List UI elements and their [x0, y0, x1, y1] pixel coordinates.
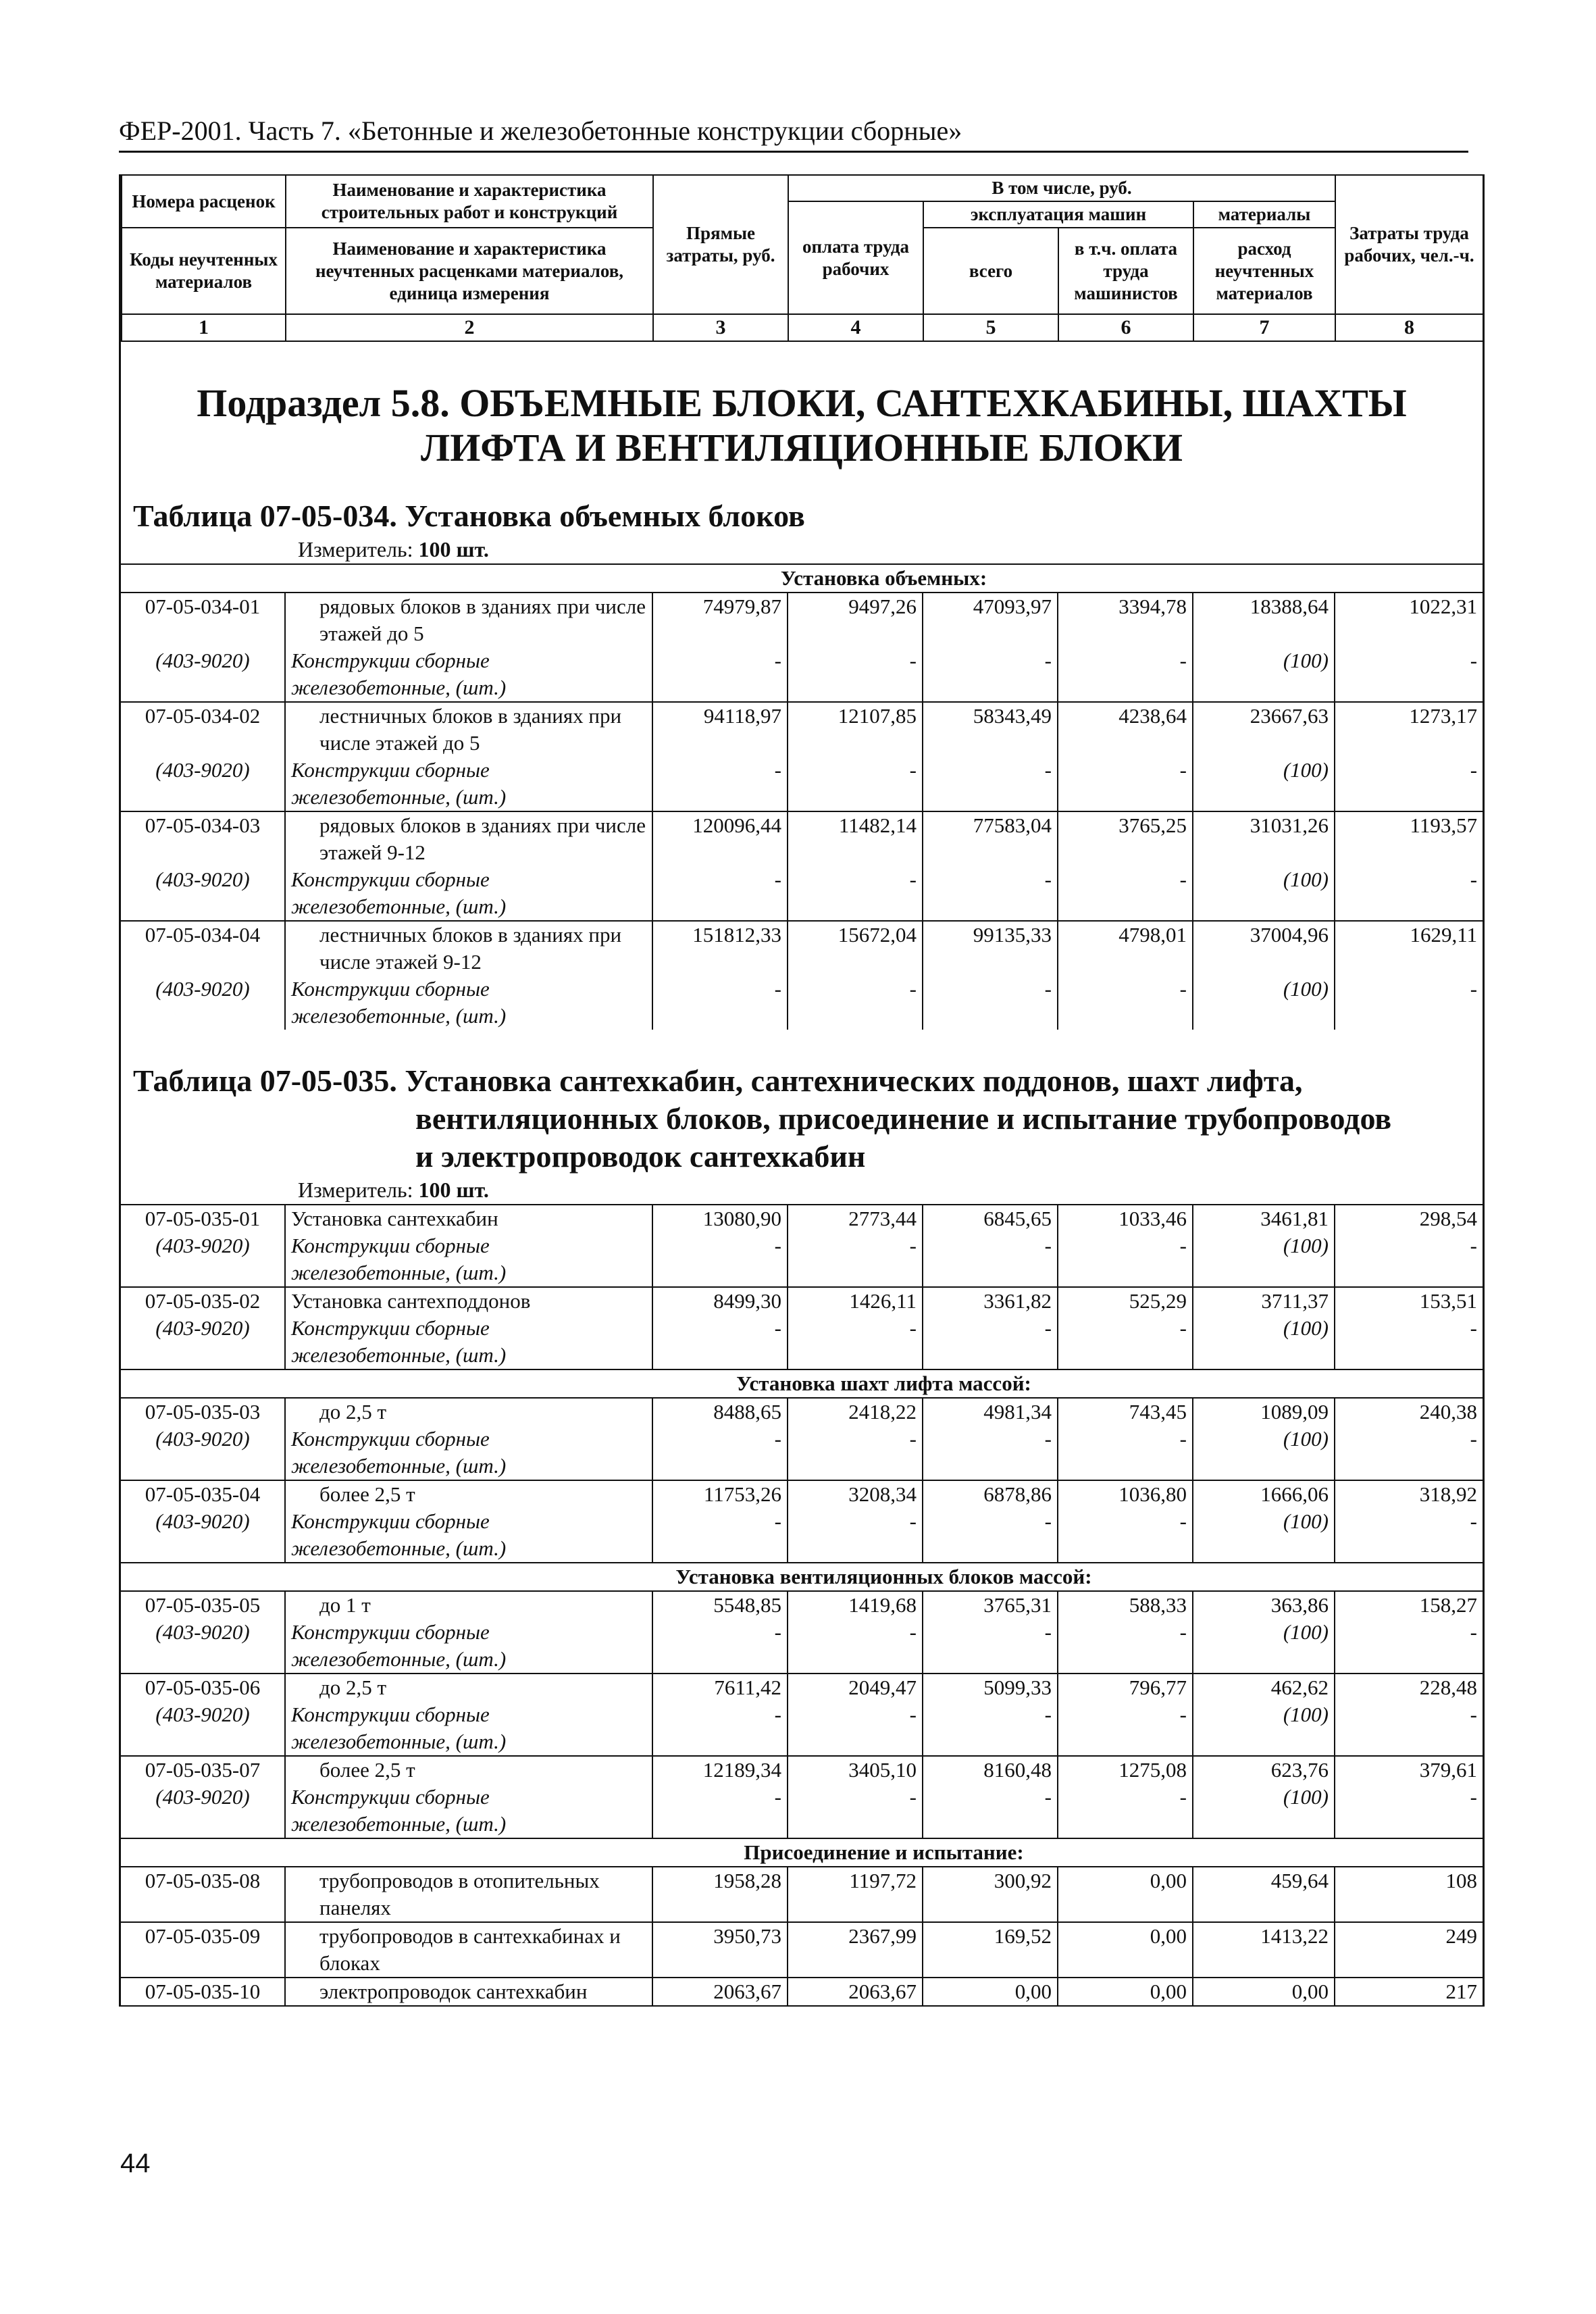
rate-value: 1193,57	[1335, 811, 1483, 866]
table-35-meter	[121, 1176, 1483, 1204]
material-value: -	[1470, 1785, 1477, 1809]
rate-value: 318,92	[1335, 1480, 1483, 1508]
material-name: Конструкции сборные железобетонные, (шт.)	[285, 976, 652, 1030]
material-row	[121, 1426, 1483, 1480]
running-header: ФЕР-2001. Часть 7. «Бетонные и железобетонные конструкции сборные»	[119, 115, 1468, 153]
material-code: (403-9020)	[121, 1315, 285, 1369]
rate-name: рядовых блоков в зданиях при числе этажей 9-12	[285, 811, 652, 866]
material-code: (403-9020)	[121, 1426, 285, 1480]
rate-value: 796,77	[1058, 1674, 1193, 1701]
rate-value: 1273,17	[1335, 702, 1483, 757]
material-row	[121, 1508, 1483, 1563]
rate-row	[121, 1922, 1483, 1978]
col-header-machines: эксплуатация машин	[923, 201, 1193, 228]
material-value: -	[788, 1232, 923, 1287]
subheader-spacer	[121, 1838, 285, 1867]
rate-value: 7611,42	[652, 1674, 788, 1701]
rate-code: 07-05-035-01	[121, 1205, 285, 1232]
col-header-material-codes: Коды неучтенных материалов	[122, 228, 286, 314]
rate-name: до 2,5 т	[285, 1674, 652, 1701]
rate-value: 743,45	[1058, 1398, 1193, 1426]
rate-name: лестничных блоков в зданиях при числе этажей 9-12	[285, 921, 652, 976]
col-number: 6	[1058, 314, 1193, 341]
material-name: Конструкции сборные железобетонные, (шт.)	[285, 1508, 652, 1563]
rate-value: 0,00	[1193, 1978, 1335, 2006]
material-value: -	[923, 757, 1058, 811]
rate-value: 3950,73	[652, 1922, 788, 1978]
table-34-grid	[121, 563, 1483, 1030]
rate-value: 459,64	[1193, 1867, 1335, 1922]
rate-row	[121, 1287, 1483, 1315]
subheader-label: Присоединение и испытание:	[285, 1838, 1483, 1867]
rate-value: 23667,63	[1193, 702, 1335, 757]
rate-value: 3711,37	[1193, 1287, 1335, 1315]
col-number: 8	[1335, 314, 1483, 341]
rate-value: 4798,01	[1058, 921, 1193, 976]
subheader-row	[121, 564, 1483, 593]
material-value: -	[1058, 757, 1193, 811]
material-value: -	[788, 757, 923, 811]
material-code: (403-9020)	[121, 647, 285, 702]
column-header-table	[121, 174, 1484, 342]
material-value: -	[1470, 1234, 1477, 1257]
material-value: -	[1058, 1701, 1193, 1756]
rate-value: 18388,64	[1193, 593, 1335, 647]
table-35-title-line2: вентиляционных блоков, присоединение и испытание трубопроводов	[415, 1101, 1392, 1136]
rate-value: 525,29	[1058, 1287, 1193, 1315]
rate-code: 07-05-034-01	[121, 593, 285, 647]
document-sheet	[119, 174, 1485, 2007]
rate-value: 2063,67	[652, 1978, 788, 2006]
rate-row	[121, 593, 1483, 647]
rate-value: 379,61	[1335, 1756, 1483, 1784]
material-value: -	[1058, 1315, 1193, 1369]
material-value: -	[1470, 1427, 1477, 1451]
subheader-row	[121, 1838, 1483, 1867]
rate-value: 1197,72	[788, 1867, 923, 1922]
material-value: (100)	[1193, 976, 1335, 1030]
rate-row	[121, 1756, 1483, 1784]
rate-value: 588,33	[1058, 1591, 1193, 1619]
rate-value: 0,00	[923, 1978, 1058, 2006]
material-value: -	[1470, 1703, 1477, 1726]
rate-value: 3208,34	[788, 1480, 923, 1508]
material-value: -	[923, 1315, 1058, 1369]
material-value: -	[788, 1619, 923, 1674]
rate-value: 3405,10	[788, 1756, 923, 1784]
rate-value: 3361,82	[923, 1287, 1058, 1315]
material-row	[121, 1232, 1483, 1287]
rate-code: 07-05-034-04	[121, 921, 285, 976]
rate-name: рядовых блоков в зданиях при числе этажей до 5	[285, 593, 652, 647]
material-row	[121, 866, 1483, 921]
rate-value: 217	[1335, 1978, 1483, 2006]
rate-code: 07-05-034-02	[121, 702, 285, 757]
material-value: -	[1470, 1316, 1477, 1340]
meter-value: 100 шт.	[418, 537, 489, 561]
col-header-wages: оплата труда рабочих	[788, 201, 923, 314]
col-header-unaccounted-materials: расход неучтенных материалов	[1193, 228, 1335, 314]
rate-value: 8499,30	[652, 1287, 788, 1315]
rate-value: 169,52	[923, 1922, 1058, 1978]
rate-value: 363,86	[1193, 1591, 1335, 1619]
rate-value: 462,62	[1193, 1674, 1335, 1701]
rate-row	[121, 1674, 1483, 1701]
material-value: (100)	[1193, 1701, 1335, 1756]
rate-code: 07-05-035-03	[121, 1398, 285, 1426]
subheader-spacer	[121, 564, 285, 593]
material-value: -	[652, 1784, 788, 1838]
rate-name: Установка сантехкабин	[285, 1205, 652, 1232]
material-row	[121, 1701, 1483, 1756]
rate-value: 3765,31	[923, 1591, 1058, 1619]
material-value: -	[788, 647, 923, 702]
material-row	[121, 757, 1483, 811]
col-number: 1	[122, 314, 286, 341]
rate-value: 13080,90	[652, 1205, 788, 1232]
subheader-label: Установка объемных:	[285, 564, 1483, 593]
rate-code: 07-05-035-07	[121, 1756, 285, 1784]
rate-value: 2367,99	[788, 1922, 923, 1978]
rate-code: 07-05-035-08	[121, 1867, 285, 1922]
subheader-row	[121, 1563, 1483, 1591]
material-name: Конструкции сборные железобетонные, (шт.)	[285, 1701, 652, 1756]
section-title: Подраздел 5.8. ОБЪЕМНЫЕ БЛОКИ, САНТЕХКАБИНЫ, ШАХТЫ ЛИФТА И ВЕНТИЛЯЦИОННЫЕ БЛОКИ	[197, 381, 1407, 470]
rate-value: 1036,80	[1058, 1480, 1193, 1508]
material-value: (100)	[1193, 1619, 1335, 1674]
material-row	[121, 976, 1483, 1030]
material-value: -	[652, 647, 788, 702]
col-header-machines-total: всего	[923, 228, 1058, 314]
rate-value: 298,54	[1335, 1205, 1483, 1232]
material-value: -	[1470, 1620, 1477, 1644]
material-code: (403-9020)	[121, 1619, 285, 1674]
rate-value: 0,00	[1058, 1867, 1193, 1922]
rate-value: 31031,26	[1193, 811, 1335, 866]
rate-value: 74979,87	[652, 593, 788, 647]
material-value: -	[923, 1426, 1058, 1480]
material-value: -	[1058, 976, 1193, 1030]
rate-value: 3765,25	[1058, 811, 1193, 866]
material-value: -	[788, 866, 923, 921]
rate-value: 94118,97	[652, 702, 788, 757]
rate-value: 1033,46	[1058, 1205, 1193, 1232]
material-code: (403-9020)	[121, 976, 285, 1030]
rate-value: 6845,65	[923, 1205, 1058, 1232]
rate-value: 1426,11	[788, 1287, 923, 1315]
material-code: (403-9020)	[121, 1232, 285, 1287]
material-value: -	[652, 1232, 788, 1287]
subheader-spacer	[121, 1369, 285, 1398]
rate-value: 0,00	[1058, 1978, 1193, 2006]
subheader-label: Установка шахт лифта массой:	[285, 1369, 1483, 1398]
material-value: -	[788, 1701, 923, 1756]
material-value: -	[1470, 649, 1478, 672]
material-code: (403-9020)	[121, 1784, 285, 1838]
material-value: -	[1058, 1619, 1193, 1674]
rate-value: 9497,26	[788, 593, 923, 647]
material-value: (100)	[1193, 1315, 1335, 1369]
rate-code: 07-05-035-02	[121, 1287, 285, 1315]
material-value: -	[652, 976, 788, 1030]
rate-value: 11482,14	[788, 811, 923, 866]
col-header-codes: Номера расценок	[122, 175, 286, 228]
rate-value: 153,51	[1335, 1287, 1483, 1315]
rate-code: 07-05-035-10	[121, 1978, 285, 2006]
rate-row	[121, 1398, 1483, 1426]
rate-value: 3394,78	[1058, 593, 1193, 647]
material-value: -	[1058, 1508, 1193, 1563]
rate-row	[121, 921, 1483, 976]
rate-value: 8488,65	[652, 1398, 788, 1426]
material-value: (100)	[1193, 1784, 1335, 1838]
rate-value: 15672,04	[788, 921, 923, 976]
rate-name: более 2,5 т	[285, 1756, 652, 1784]
rate-value: 5099,33	[923, 1674, 1058, 1701]
material-value: -	[923, 1784, 1058, 1838]
material-value: -	[1470, 867, 1478, 891]
rate-value: 158,27	[1335, 1591, 1483, 1619]
material-value: (100)	[1193, 1232, 1335, 1287]
rate-name: трубопроводов в сантехкабинах и блоках	[285, 1922, 652, 1978]
rate-value: 623,76	[1193, 1756, 1335, 1784]
rate-row	[121, 1480, 1483, 1508]
rate-name: более 2,5 т	[285, 1480, 652, 1508]
material-value: (100)	[1193, 866, 1335, 921]
meter-label: Измеритель:	[298, 537, 413, 561]
table-34-title: Таблица 07-05-034. Установка объемных блоков	[133, 499, 805, 533]
table-34-meter	[121, 535, 1483, 563]
material-value: -	[1470, 758, 1478, 782]
col-number: 3	[653, 314, 788, 341]
rate-value: 99135,33	[923, 921, 1058, 976]
material-value: -	[788, 976, 923, 1030]
rate-value: 240,38	[1335, 1398, 1483, 1426]
material-value: -	[652, 1508, 788, 1563]
material-value: -	[652, 1701, 788, 1756]
rate-row	[121, 1591, 1483, 1619]
rate-value: 1413,22	[1193, 1922, 1335, 1978]
rate-row	[121, 1205, 1483, 1232]
material-name: Конструкции сборные железобетонные, (шт.)	[285, 1232, 652, 1287]
rate-row	[121, 702, 1483, 757]
table-35-title	[121, 1062, 1483, 1176]
material-value: -	[1470, 977, 1478, 1001]
rate-code: 07-05-035-09	[121, 1922, 285, 1978]
rate-value: 8160,48	[923, 1756, 1058, 1784]
material-value: -	[923, 1508, 1058, 1563]
material-code: (403-9020)	[121, 1701, 285, 1756]
material-value: -	[1058, 1232, 1193, 1287]
material-value: -	[1058, 866, 1193, 921]
material-value: -	[1470, 1509, 1477, 1533]
rate-value: 1275,08	[1058, 1756, 1193, 1784]
material-value: -	[1058, 1426, 1193, 1480]
rate-value: 2418,22	[788, 1398, 923, 1426]
material-value: -	[652, 866, 788, 921]
material-code: (403-9020)	[121, 757, 285, 811]
material-value: -	[788, 1784, 923, 1838]
rate-value: 12107,85	[788, 702, 923, 757]
rate-value: 300,92	[923, 1867, 1058, 1922]
subheader-label: Установка вентиляционных блоков массой:	[285, 1563, 1483, 1591]
material-name: Конструкции сборные железобетонные, (шт.)	[285, 866, 652, 921]
rate-code: 07-05-034-03	[121, 811, 285, 866]
rate-value: 77583,04	[923, 811, 1058, 866]
meter-value: 100 шт.	[418, 1178, 489, 1202]
col-header-labor: Затраты труда рабочих, чел.-ч.	[1335, 175, 1483, 314]
material-name: Конструкции сборные железобетонные, (шт.)	[285, 1426, 652, 1480]
rate-value: 4238,64	[1058, 702, 1193, 757]
col-number: 4	[788, 314, 923, 341]
material-value: -	[788, 1426, 923, 1480]
rate-value: 2773,44	[788, 1205, 923, 1232]
material-value: -	[788, 1508, 923, 1563]
rate-value: 5548,85	[652, 1591, 788, 1619]
material-value: -	[923, 1619, 1058, 1674]
rate-name: электропроводок сантехкабин	[285, 1978, 652, 2006]
rate-value: 1629,11	[1335, 921, 1483, 976]
col-header-materials: материалы	[1193, 201, 1335, 228]
material-value: (100)	[1193, 1426, 1335, 1480]
rate-value: 1419,68	[788, 1591, 923, 1619]
rate-value: 2049,47	[788, 1674, 923, 1701]
rate-value: 1666,06	[1193, 1480, 1335, 1508]
rate-name: до 1 т	[285, 1591, 652, 1619]
material-value: (100)	[1193, 757, 1335, 811]
rate-value: 249	[1335, 1922, 1483, 1978]
rate-name: Установка сантехподдонов	[285, 1287, 652, 1315]
rate-value: 0,00	[1058, 1922, 1193, 1978]
material-code: (403-9020)	[121, 1508, 285, 1563]
material-value: -	[788, 1315, 923, 1369]
col-header-incl: В том числе, руб.	[788, 175, 1335, 201]
material-value: -	[1058, 1784, 1193, 1838]
material-name: Конструкции сборные железобетонные, (шт.)	[285, 1315, 652, 1369]
rate-value: 2063,67	[788, 1978, 923, 2006]
material-value: -	[652, 1619, 788, 1674]
col-header-direct: Прямые затраты, руб.	[653, 175, 788, 314]
subheader-row	[121, 1369, 1483, 1398]
rate-value: 47093,97	[923, 593, 1058, 647]
rate-value: 151812,33	[652, 921, 788, 976]
table-35-title-line1: Таблица 07-05-035. Установка сантехкабин, сантехнических поддонов, шахт лифта,	[133, 1063, 1303, 1098]
rate-code: 07-05-035-06	[121, 1674, 285, 1701]
rate-name: лестничных блоков в зданиях при числе этажей до 5	[285, 702, 652, 757]
table-35-grid	[121, 1204, 1483, 2007]
rate-code: 07-05-035-04	[121, 1480, 285, 1508]
col-number: 5	[923, 314, 1058, 341]
material-value: -	[923, 1232, 1058, 1287]
material-value: -	[652, 1315, 788, 1369]
material-value: -	[652, 1426, 788, 1480]
rate-value: 4981,34	[923, 1398, 1058, 1426]
col-number: 2	[286, 314, 653, 341]
col-number: 7	[1193, 314, 1335, 341]
col-header-material-names: Наименование и характеристика неучтенных расценками материалов, единица измерения	[286, 228, 653, 314]
rate-name: до 2,5 т	[285, 1398, 652, 1426]
rate-code: 07-05-035-05	[121, 1591, 285, 1619]
material-row	[121, 1784, 1483, 1838]
material-row	[121, 1315, 1483, 1369]
material-value: (100)	[1193, 647, 1335, 702]
rate-value: 108	[1335, 1867, 1483, 1922]
material-row	[121, 647, 1483, 702]
material-value: -	[923, 976, 1058, 1030]
table-35-title-line3: и электропроводок сантехкабин	[415, 1139, 866, 1174]
rate-value: 12189,34	[652, 1756, 788, 1784]
rate-value: 1958,28	[652, 1867, 788, 1922]
subheader-spacer	[121, 1563, 285, 1591]
rate-value: 120096,44	[652, 811, 788, 866]
material-value: (100)	[1193, 1508, 1335, 1563]
rate-value: 3461,81	[1193, 1205, 1335, 1232]
col-header-operators-wages: в т.ч. оплата труда машинистов	[1058, 228, 1193, 314]
rate-value: 37004,96	[1193, 921, 1335, 976]
col-header-works: Наименование и характеристика строительных работ и конструкций	[286, 175, 653, 228]
material-row	[121, 1619, 1483, 1674]
material-value: -	[652, 757, 788, 811]
rate-value: 1089,09	[1193, 1398, 1335, 1426]
meter-label: Измеритель:	[298, 1178, 413, 1202]
rate-row	[121, 1867, 1483, 1922]
rate-name: трубопроводов в отопительных панелях	[285, 1867, 652, 1922]
material-name: Конструкции сборные железобетонные, (шт.)	[285, 647, 652, 702]
rate-value: 1022,31	[1335, 593, 1483, 647]
material-name: Конструкции сборные железобетонные, (шт.)	[285, 757, 652, 811]
rate-value: 6878,86	[923, 1480, 1058, 1508]
material-value: -	[923, 866, 1058, 921]
material-value: -	[1058, 647, 1193, 702]
rate-value: 228,48	[1335, 1674, 1483, 1701]
material-name: Конструкции сборные железобетонные, (шт.)	[285, 1619, 652, 1674]
material-value: -	[923, 647, 1058, 702]
material-code: (403-9020)	[121, 866, 285, 921]
rate-value: 11753,26	[652, 1480, 788, 1508]
rate-row	[121, 1978, 1483, 2006]
page-number: 44	[120, 2148, 151, 2178]
rate-value: 58343,49	[923, 702, 1058, 757]
material-name: Конструкции сборные железобетонные, (шт.)	[285, 1784, 652, 1838]
rate-row	[121, 811, 1483, 866]
material-value: -	[923, 1701, 1058, 1756]
